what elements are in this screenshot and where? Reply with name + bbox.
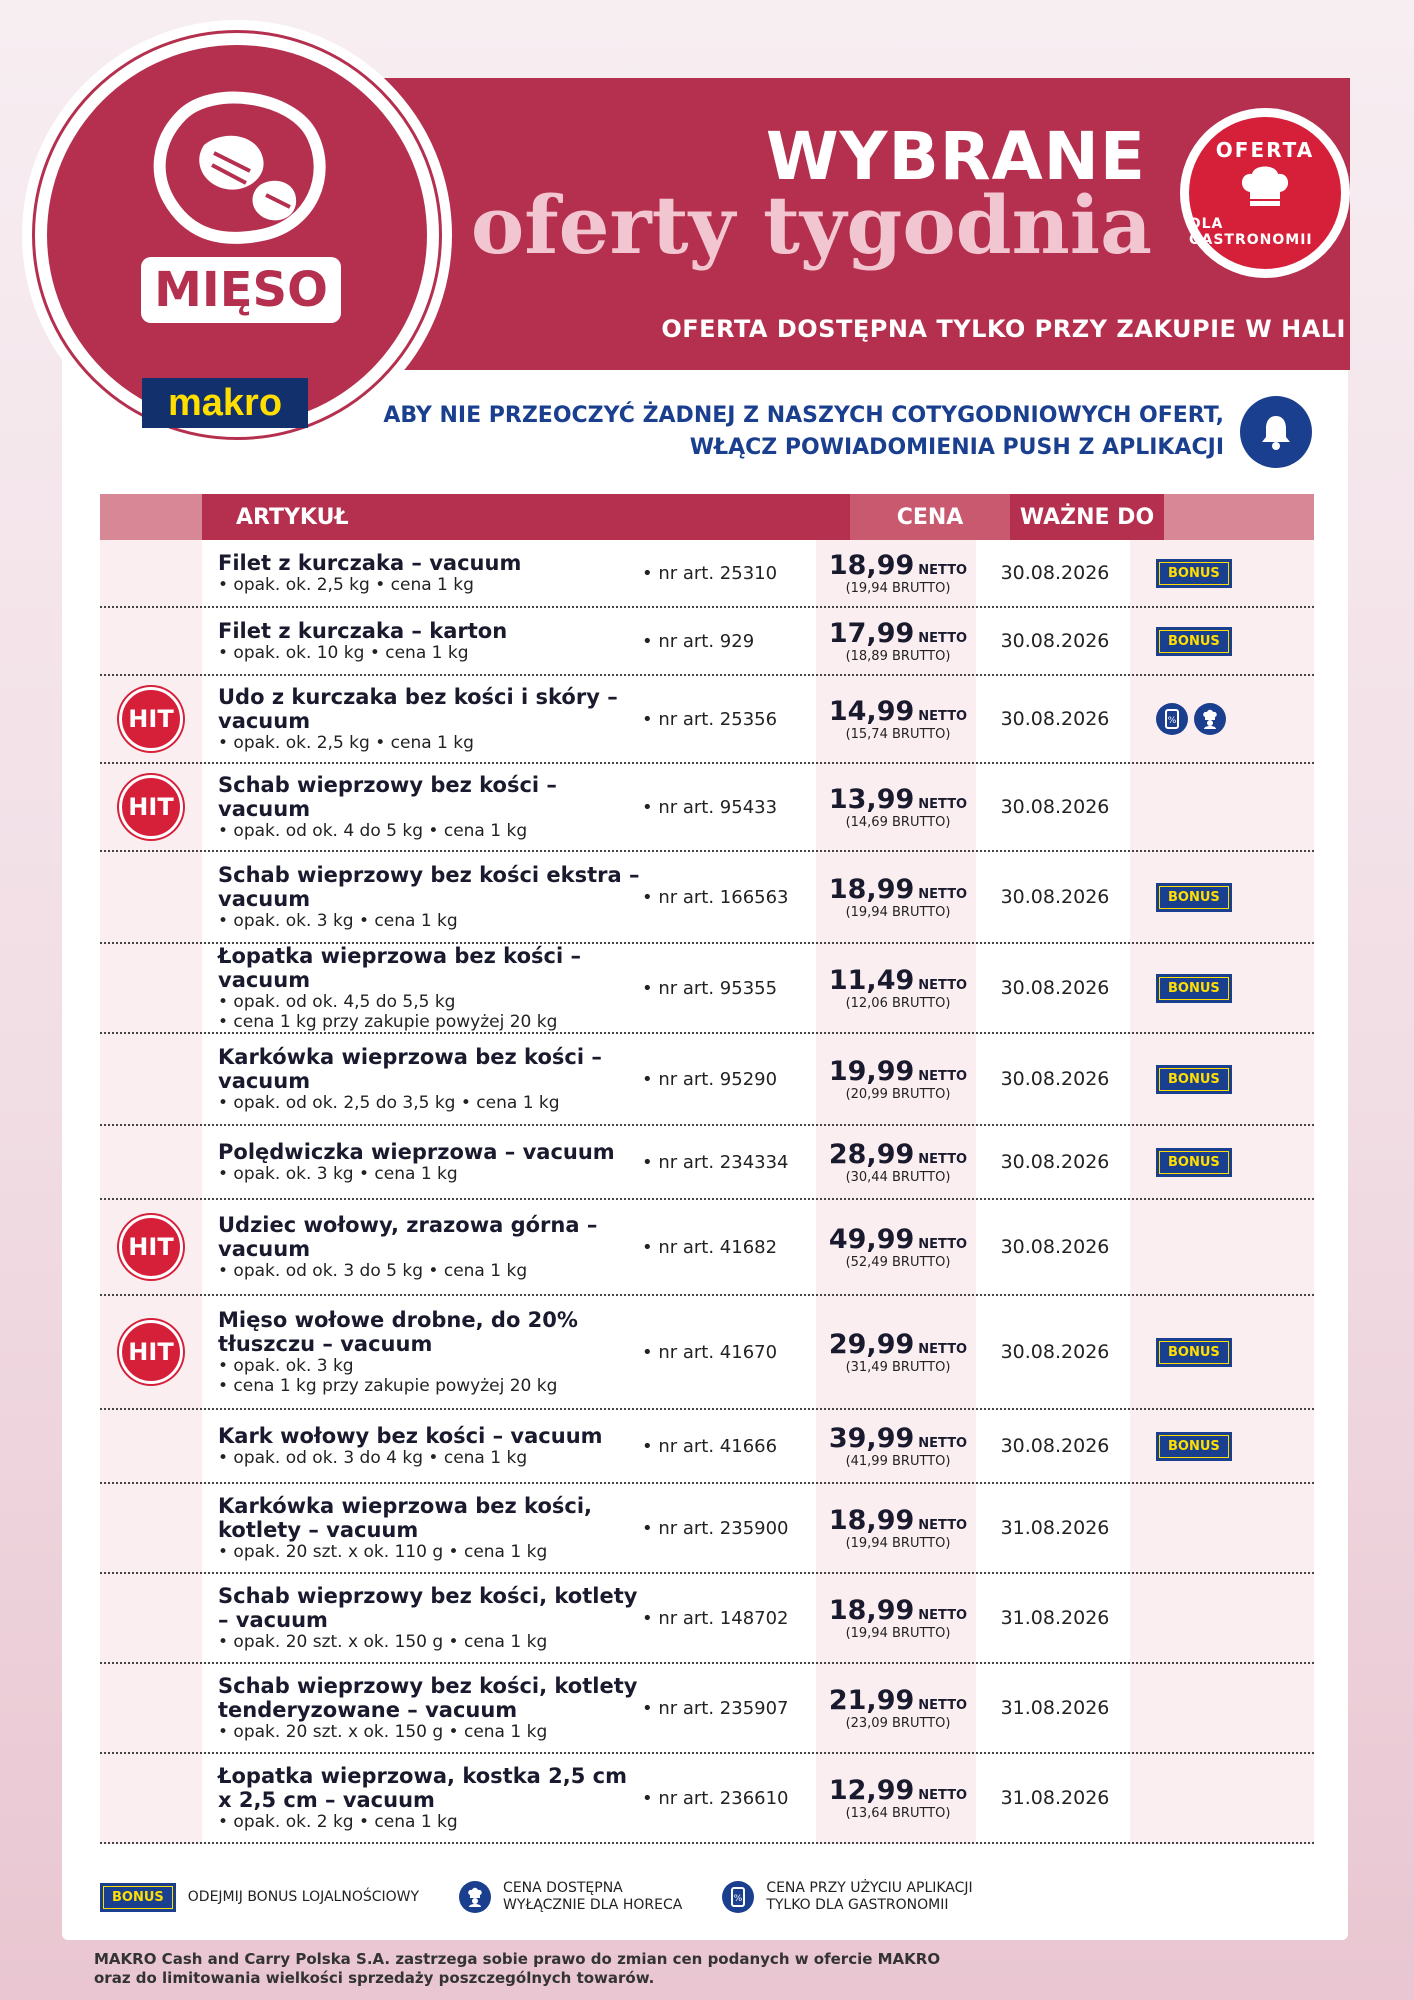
price-netto: 18,99	[828, 1595, 915, 1626]
product-name: Filet z kurczaka – karton	[218, 619, 508, 643]
valid-date: 31.08.2026	[1000, 1517, 1110, 1539]
table-row	[100, 1034, 1314, 1126]
gastronomy-badge	[1180, 108, 1350, 278]
article-number: • nr art. 41666	[642, 1435, 778, 1457]
price-netto: 12,99	[828, 1775, 915, 1806]
extra-cell	[1132, 883, 1314, 912]
valid-date: 30.08.2026	[1000, 630, 1110, 652]
price-netto: 28,99	[828, 1139, 915, 1170]
offer-table	[100, 494, 1314, 1844]
chef-icon	[1194, 703, 1226, 735]
table-row	[100, 852, 1314, 944]
product-name: Schab wieprzowy bez kości ekstra – vacuum	[218, 863, 640, 911]
valid-date: 31.08.2026	[1000, 1607, 1110, 1629]
price-cell: 14,99 NETTO (15,74 BRUTTO)	[828, 696, 968, 742]
product-name: Udo z kurczaka bez kości i skóry – vacuum	[218, 685, 618, 733]
header-valid: WAŻNE DO	[1010, 494, 1164, 540]
extra-cell	[1132, 1065, 1314, 1094]
product-pack: • cena 1 kg przy zakupie powyżej 20 kg	[218, 1012, 558, 1032]
hit-badge: HIT	[119, 1215, 183, 1279]
valid-date: 31.08.2026	[1000, 1697, 1110, 1719]
brutto-label: BRUTTO	[892, 1360, 946, 1375]
price-cell: 49,99 NETTO (52,49 BRUTTO)	[828, 1224, 968, 1270]
valid-date: 30.08.2026	[1000, 1435, 1110, 1457]
price-brutto: (30,44	[845, 1170, 888, 1185]
brutto-label: BRUTTO	[892, 1536, 946, 1551]
bonus-badge: BONUS	[1156, 1338, 1232, 1367]
table-row	[100, 1410, 1314, 1484]
price-netto: 19,99	[828, 1056, 915, 1087]
article-number: • nr art. 95290	[642, 1068, 778, 1090]
price-netto: 21,99	[828, 1685, 915, 1716]
netto-label: NETTO	[918, 1698, 968, 1713]
hit-cell	[100, 1320, 202, 1384]
price-netto: 14,99	[828, 696, 915, 727]
price-brutto: (52,49	[845, 1255, 888, 1270]
price-brutto: (41,99	[845, 1454, 888, 1469]
price-brutto: (18,89	[845, 649, 888, 664]
netto-label: NETTO	[918, 1069, 968, 1084]
product-name: Karkówka wieprzowa bez kości, kotlety – vacuum	[218, 1494, 593, 1542]
product-pack: • opak. od ok. 4,5 do 5,5 kg	[218, 992, 456, 1012]
price-netto: 18,99	[828, 1505, 915, 1536]
product-name: Łopatka wieprzowa bez kości – vacuum	[218, 944, 581, 992]
legend-bonus-text: ODEJMIJ BONUS LOJALNOŚCIOWY	[187, 1888, 420, 1905]
chef-hat-icon	[1236, 162, 1294, 212]
product-pack: • opak. ok. 3 kg • cena 1 kg	[218, 1164, 458, 1184]
app-percent-icon	[722, 1881, 754, 1913]
price-brutto: (19,94	[845, 1536, 888, 1551]
article-number: • nr art. 95433	[642, 796, 778, 818]
bonus-badge: BONUS	[1156, 883, 1232, 912]
product-name: Schab wieprzowy bez kości, kotlety tenderyzowane – vacuum	[218, 1674, 638, 1722]
steak-icon	[142, 85, 342, 255]
product-cell	[202, 619, 642, 663]
valid-date: 30.08.2026	[1000, 708, 1110, 730]
product-name: Schab wieprzowy bez kości – vacuum	[218, 773, 557, 821]
extra-cell	[1132, 703, 1314, 735]
netto-label: NETTO	[918, 709, 968, 724]
brutto-label: BRUTTO	[892, 649, 946, 664]
price-cell: 18,99 NETTO (19,94 BRUTTO)	[828, 874, 968, 920]
product-pack: • opak. 20 szt. x ok. 150 g • cena 1 kg	[218, 1722, 548, 1742]
product-cell	[202, 1140, 642, 1184]
article-number: • nr art. 95355	[642, 977, 778, 999]
netto-label: NETTO	[918, 1152, 968, 1167]
price-brutto: (31,49	[845, 1360, 888, 1375]
product-pack: • opak. ok. 2 kg • cena 1 kg	[218, 1812, 458, 1832]
product-pack: • opak. od ok. 2,5 do 3,5 kg • cena 1 kg	[218, 1093, 560, 1113]
table-row	[100, 1296, 1314, 1410]
valid-date: 30.08.2026	[1000, 796, 1110, 818]
table-row	[100, 1664, 1314, 1754]
article-number: • nr art. 41682	[642, 1236, 778, 1258]
valid-date: 30.08.2026	[1000, 562, 1110, 584]
bell-icon[interactable]	[1240, 396, 1312, 468]
product-name: Filet z kurczaka – vacuum	[218, 551, 522, 575]
legend	[100, 1880, 1013, 1914]
app-percent-icon	[1156, 703, 1188, 735]
table-body	[100, 540, 1314, 1844]
bonus-badge: BONUS	[1156, 974, 1232, 1003]
brutto-label: BRUTTO	[892, 1087, 946, 1102]
legend-app-line1: CENA PRZY UŻYCIU APLIKACJI	[766, 1880, 973, 1896]
price-brutto: (12,06	[845, 996, 888, 1011]
table-row	[100, 764, 1314, 852]
svg-text:%: %	[1167, 716, 1177, 726]
product-cell	[202, 1213, 642, 1281]
bonus-badge: BONUS	[100, 1883, 176, 1912]
netto-label: NETTO	[918, 978, 968, 993]
product-cell	[202, 944, 642, 1032]
article-number: • nr art. 166563	[642, 886, 789, 908]
extra-cell	[1132, 559, 1314, 588]
netto-label: NETTO	[918, 1342, 968, 1357]
brutto-label: BRUTTO	[892, 815, 946, 830]
product-cell	[202, 685, 642, 753]
price-cell: 18,99 NETTO (19,94 BRUTTO)	[828, 1595, 968, 1641]
product-name: Udziec wołowy, zrazowa górna – vacuum	[218, 1213, 598, 1261]
price-cell: 19,99 NETTO (20,99 BRUTTO)	[828, 1056, 968, 1102]
footer-note	[94, 1950, 940, 1988]
brutto-label: BRUTTO	[892, 1716, 946, 1731]
netto-label: NETTO	[918, 1788, 968, 1803]
article-number: • nr art. 25356	[642, 708, 778, 730]
band-note: OFERTA DOSTĘPNA TYLKO PRZY ZAKUPIE W HALI	[661, 315, 1346, 343]
price-netto: 17,99	[828, 618, 915, 649]
hit-badge: HIT	[119, 687, 183, 751]
bonus-badge: BONUS	[1156, 1065, 1232, 1094]
legend-app-line2: TYLKO DLA GASTRONOMII	[766, 1897, 949, 1913]
price-cell: 13,99 NETTO (14,69 BRUTTO)	[828, 784, 968, 830]
product-name: Schab wieprzowy bez kości, kotlety – vacuum	[218, 1584, 638, 1632]
legend-horeca	[459, 1880, 682, 1914]
price-brutto: (19,94	[845, 581, 888, 596]
article-number: • nr art. 41670	[642, 1341, 778, 1363]
hit-cell	[100, 1215, 202, 1279]
price-cell: 29,99 NETTO (31,49 BRUTTO)	[828, 1329, 968, 1375]
product-cell	[202, 1494, 642, 1562]
footer-line-1: MAKRO Cash and Carry Polska S.A. zastrzega sobie prawo do zmian cen podanych w ofercie MAKRO	[94, 1950, 941, 1968]
bonus-badge: BONUS	[1156, 1432, 1232, 1461]
extra-cell	[1132, 974, 1314, 1003]
product-name: Łopatka wieprzowa, kostka 2,5 cm x 2,5 cm – vacuum	[218, 1764, 627, 1812]
price-cell: 12,99 NETTO (13,64 BRUTTO)	[828, 1775, 968, 1821]
product-pack: • opak. ok. 3 kg • cena 1 kg	[218, 911, 458, 931]
article-number: • nr art. 25310	[642, 562, 778, 584]
price-brutto: (20,99	[845, 1087, 888, 1102]
product-pack: • opak. 20 szt. x ok. 150 g • cena 1 kg	[218, 1632, 548, 1652]
makro-logo: makro	[142, 378, 308, 428]
price-cell: 18,99 NETTO (19,94 BRUTTO)	[828, 1505, 968, 1551]
table-row	[100, 540, 1314, 608]
price-cell: 39,99 NETTO (41,99 BRUTTO)	[828, 1423, 968, 1469]
badge-top-text: OFERTA	[1215, 138, 1315, 162]
netto-label: NETTO	[918, 797, 968, 812]
price-brutto: (14,69	[845, 815, 888, 830]
table-row	[100, 1200, 1314, 1296]
table-row	[100, 1754, 1314, 1844]
table-row	[100, 676, 1314, 764]
heading-main: WYBRANE	[765, 118, 1146, 195]
price-brutto: (23,09	[845, 1716, 888, 1731]
table-row	[100, 1126, 1314, 1200]
valid-date: 30.08.2026	[1000, 1236, 1110, 1258]
product-cell	[202, 773, 642, 841]
table-row	[100, 944, 1314, 1034]
valid-date: 30.08.2026	[1000, 1151, 1110, 1173]
category-label: MIĘSO	[141, 257, 341, 323]
header-article: ARTYKUŁ	[202, 494, 850, 540]
table-row	[100, 608, 1314, 676]
article-number: • nr art. 235907	[642, 1697, 789, 1719]
article-number: • nr art. 929	[642, 630, 755, 652]
price-netto: 11,49	[828, 965, 915, 996]
extra-cell	[1132, 1338, 1314, 1367]
hit-badge: HIT	[119, 775, 183, 839]
legend-horeca-line1: CENA DOSTĘPNA	[503, 1880, 623, 1896]
price-netto: 39,99	[828, 1423, 915, 1454]
article-number: • nr art. 235900	[642, 1517, 789, 1539]
push-line-2: WŁĄCZ POWIADOMIENIA PUSH Z APLIKACJI	[689, 435, 1224, 460]
price-netto: 29,99	[828, 1329, 915, 1360]
brutto-label: BRUTTO	[892, 1255, 946, 1270]
netto-label: NETTO	[918, 563, 968, 578]
bonus-badge: BONUS	[1156, 627, 1232, 656]
extra-cell	[1132, 1148, 1314, 1177]
product-name: Mięso wołowe drobne, do 20% tłuszczu – vacuum	[218, 1308, 578, 1356]
netto-label: NETTO	[918, 1436, 968, 1451]
legend-app	[722, 1880, 972, 1914]
article-number: • nr art. 148702	[642, 1607, 789, 1629]
netto-label: NETTO	[918, 631, 968, 646]
price-brutto: (19,94	[845, 1626, 888, 1641]
badge-bottom-text: DLA GASTRONOMII	[1189, 216, 1313, 248]
price-brutto: (19,94	[845, 905, 888, 920]
valid-date: 30.08.2026	[1000, 886, 1110, 908]
brutto-label: BRUTTO	[892, 581, 946, 596]
product-cell	[202, 551, 642, 595]
product-cell	[202, 1308, 642, 1396]
product-cell	[202, 1674, 642, 1742]
valid-date: 30.08.2026	[1000, 1341, 1110, 1363]
product-pack: • opak. od ok. 4 do 5 kg • cena 1 kg	[218, 821, 528, 841]
heading-sub: oferty tygodnia	[470, 178, 1152, 272]
article-number: • nr art. 236610	[642, 1787, 789, 1809]
price-netto: 18,99	[828, 874, 915, 905]
bonus-badge: BONUS	[1156, 559, 1232, 588]
hit-badge: HIT	[119, 1320, 183, 1384]
extra-cell	[1132, 627, 1314, 656]
valid-date: 30.08.2026	[1000, 1068, 1110, 1090]
brutto-label: BRUTTO	[892, 1454, 946, 1469]
product-pack: • opak. od ok. 3 do 5 kg • cena 1 kg	[218, 1261, 528, 1281]
price-netto: 49,99	[828, 1224, 915, 1255]
product-pack: • opak. od ok. 3 do 4 kg • cena 1 kg	[218, 1448, 528, 1468]
netto-label: NETTO	[918, 1237, 968, 1252]
product-pack: • opak. ok. 2,5 kg • cena 1 kg	[218, 733, 474, 753]
valid-date: 30.08.2026	[1000, 977, 1110, 999]
header-price: CENA	[850, 494, 1010, 540]
push-notice	[383, 400, 1224, 464]
hit-cell	[100, 775, 202, 839]
price-cell: 21,99 NETTO (23,09 BRUTTO)	[828, 1685, 968, 1731]
product-cell	[202, 1424, 642, 1468]
article-number: • nr art. 234334	[642, 1151, 789, 1173]
netto-label: NETTO	[918, 1518, 968, 1533]
price-cell: 18,99 NETTO (19,94 BRUTTO)	[828, 550, 968, 596]
product-pack: • opak. ok. 2,5 kg • cena 1 kg	[218, 575, 474, 595]
product-pack: • opak. 20 szt. x ok. 110 g • cena 1 kg	[218, 1542, 548, 1562]
brutto-label: BRUTTO	[892, 1170, 946, 1185]
brutto-label: BRUTTO	[892, 1806, 946, 1821]
legend-bonus	[100, 1883, 419, 1912]
table-row	[100, 1574, 1314, 1664]
valid-date: 31.08.2026	[1000, 1787, 1110, 1809]
netto-label: NETTO	[918, 887, 968, 902]
price-brutto: (13,64	[845, 1806, 888, 1821]
product-pack: • cena 1 kg przy zakupie powyżej 20 kg	[218, 1376, 558, 1396]
price-brutto: (15,74	[845, 727, 888, 742]
brutto-label: BRUTTO	[892, 905, 946, 920]
product-name: Karkówka wieprzowa bez kości – vacuum	[218, 1045, 602, 1093]
table-header	[100, 494, 1314, 540]
product-cell	[202, 1764, 642, 1832]
table-row	[100, 1484, 1314, 1574]
brutto-label: BRUTTO	[892, 727, 946, 742]
price-cell: 11,49 NETTO (12,06 BRUTTO)	[828, 965, 968, 1011]
product-pack: • opak. ok. 10 kg • cena 1 kg	[218, 643, 469, 663]
product-cell	[202, 1584, 642, 1652]
brutto-label: BRUTTO	[892, 1626, 946, 1641]
product-cell	[202, 863, 642, 931]
push-line-1: ABY NIE PRZEOCZYĆ ŻADNEJ Z NASZYCH COTYGODNIOWYCH OFERT,	[383, 403, 1224, 428]
bonus-badge: BONUS	[1156, 1148, 1232, 1177]
price-netto: 18,99	[828, 550, 915, 581]
legend-horeca-line2: WYŁĄCZNIE DLA HORECA	[503, 1897, 683, 1913]
chef-icon	[459, 1881, 491, 1913]
hit-cell	[100, 687, 202, 751]
price-cell: 28,99 NETTO (30,44 BRUTTO)	[828, 1139, 968, 1185]
product-cell	[202, 1045, 642, 1113]
price-netto: 13,99	[828, 784, 915, 815]
footer-line-2: oraz do limitowania wielkości sprzedaży poszczególnych towarów.	[94, 1969, 655, 1987]
netto-label: NETTO	[918, 1608, 968, 1623]
brutto-label: BRUTTO	[892, 996, 946, 1011]
product-name: Kark wołowy bez kości – vacuum	[218, 1424, 603, 1448]
product-pack: • opak. ok. 3 kg	[218, 1356, 354, 1376]
price-cell: 17,99 NETTO (18,89 BRUTTO)	[828, 618, 968, 664]
svg-text:%: %	[734, 1894, 743, 1904]
product-name: Polędwiczka wieprzowa – vacuum	[218, 1140, 615, 1164]
extra-cell	[1132, 1432, 1314, 1461]
